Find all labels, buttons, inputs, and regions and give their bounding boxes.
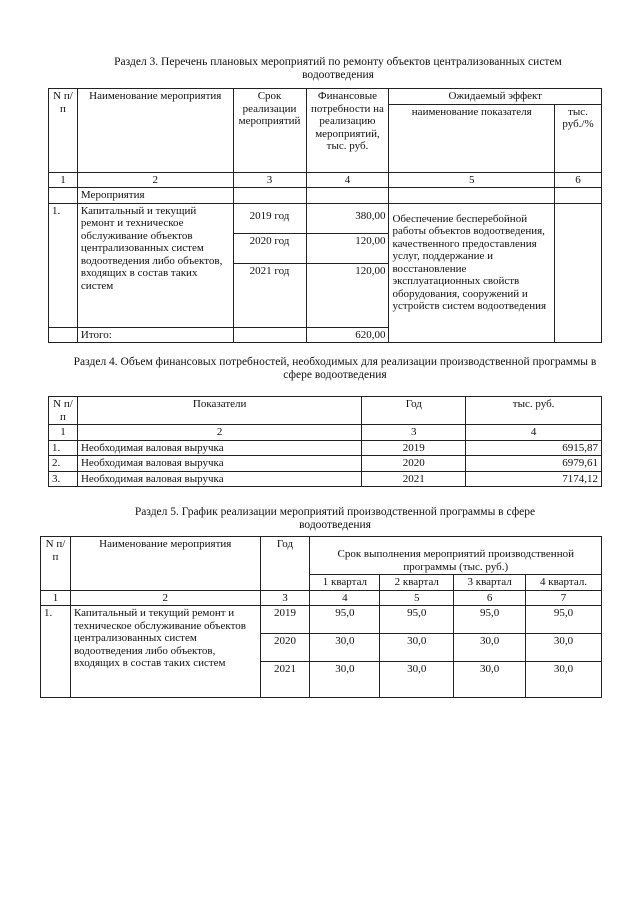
s3-group-label: Мероприятия (77, 188, 233, 204)
s3-amount: 380,00 (306, 203, 389, 233)
section5-table (40, 536, 602, 698)
s5-quarter-value: 30,0 (526, 662, 602, 698)
s5-year: 2021 (260, 662, 310, 698)
s3-row-num: 1. (49, 203, 78, 327)
s3-year: 2021 год (233, 263, 306, 327)
s5-colnum: 5 (380, 590, 454, 606)
s5-header-q2: 2 квартал (380, 575, 454, 591)
s5-quarter-value: 30,0 (310, 662, 380, 698)
section4-table (48, 396, 602, 487)
s4-colnum: 4 (466, 425, 602, 441)
s5-header-name: Наименование мероприятия (70, 537, 260, 591)
s3-header-name: Наименование мероприятия (77, 89, 233, 173)
s5-year: 2019 (260, 606, 310, 634)
s3-header-finance: Финансовые потребности на реализацию мероприятий, тыс. руб. (306, 89, 389, 173)
s5-quarter-value: 30,0 (380, 662, 454, 698)
s3-colnum: 2 (77, 172, 233, 188)
s4-row-amount: 6979,61 (466, 456, 602, 472)
s5-quarter-value: 30,0 (526, 634, 602, 662)
section3-table (48, 88, 602, 343)
s3-header-effect-name: наименование показателя (389, 104, 555, 172)
s3-year: 2020 год (233, 233, 306, 263)
s3-colnum: 1 (49, 172, 78, 188)
s5-quarter-value: 95,0 (380, 606, 454, 634)
s5-header-schedule: Срок выполнения мероприятий производственной программы (тыс. руб.) (310, 537, 602, 575)
s3-total-value: 620,00 (306, 327, 389, 343)
s3-colnum: 4 (306, 172, 389, 188)
s3-colnum: 6 (555, 172, 602, 188)
s3-header-effect: Ожидаемый эффект (389, 89, 602, 105)
s5-colnum: 2 (70, 590, 260, 606)
s4-header-num: N п/п (49, 397, 78, 425)
s5-header-num: N п/ п (41, 537, 71, 591)
s5-quarter-value: 30,0 (380, 634, 454, 662)
section5-title: Раздел 5. График реализации мероприятий производственной программы в сфере водоотведения (134, 506, 536, 531)
s4-colnum: 1 (49, 425, 78, 441)
s4-row-year: 2020 (362, 456, 466, 472)
s5-quarter-value: 30,0 (310, 634, 380, 662)
s4-colnum: 2 (77, 425, 361, 441)
s5-row-num: 1. (41, 606, 71, 698)
s4-row-year: 2019 (362, 440, 466, 456)
s5-quarter-value: 95,0 (454, 606, 526, 634)
section3-title: Раздел 3. Перечень плановых мероприятий по ремонту объектов централизованных систем водоотведения (114, 56, 562, 81)
s3-amount: 120,00 (306, 263, 389, 327)
s4-row-indicator: Необходимая валовая выручка (77, 440, 361, 456)
s3-amount: 120,00 (306, 233, 389, 263)
s5-header-year: Год (260, 537, 310, 591)
s5-header-q1: 1 квартал (310, 575, 380, 591)
s4-row-num: 1. (49, 440, 78, 456)
s5-colnum: 7 (526, 590, 602, 606)
s4-row-num: 2. (49, 456, 78, 472)
s4-header-indicator: Показатели (77, 397, 361, 425)
s3-effect-text: Обеспечение бесперебойной работы объектов водоотведения, качественного предоставления услуг, поддержание и восстановление эксплуатационных свойств оборудования, сооружений и устройств систем водоотведения (389, 203, 555, 343)
s5-quarter-value: 30,0 (454, 662, 526, 698)
s5-quarter-value: 95,0 (526, 606, 602, 634)
s5-quarter-value: 30,0 (454, 634, 526, 662)
s4-row-indicator: Необходимая валовая выручка (77, 471, 361, 487)
s4-header-year: Год (362, 397, 466, 425)
s3-colnum: 3 (233, 172, 306, 188)
s3-total-label: Итого: (77, 327, 233, 343)
s5-year: 2020 (260, 634, 310, 662)
s3-header-num: N п/п (49, 89, 78, 173)
s3-year: 2019 год (233, 203, 306, 233)
s4-colnum: 3 (362, 425, 466, 441)
s3-header-effect-unit: тыс. руб./% (555, 104, 602, 172)
s5-quarter-value: 95,0 (310, 606, 380, 634)
s3-colnum: 5 (389, 172, 555, 188)
s4-row-amount: 6915,87 (466, 440, 602, 456)
s4-row-amount: 7174,12 (466, 471, 602, 487)
s5-header-q3: 3 квартал (454, 575, 526, 591)
s5-header-q4: 4 квартал. (526, 575, 602, 591)
s5-colnum: 1 (41, 590, 71, 606)
s3-row-name: Капитальный и текущий ремонт и техническое обслуживание объектов централизованных систем водоотведения либо объектов, входящих в состав таких систем (77, 203, 233, 327)
s5-colnum: 4 (310, 590, 380, 606)
s5-row-name: Капитальный и текущий ремонт и техническое обслуживание объектов централизованных систем водоотведения либо объектов, входящих в состав таких систем (70, 606, 260, 698)
s3-header-period: Срок реализации мероприятий (233, 89, 306, 173)
s5-colnum: 6 (454, 590, 526, 606)
s4-row-num: 3. (49, 471, 78, 487)
s4-header-amount: тыс. руб. (466, 397, 602, 425)
section4-title: Раздел 4. Объем финансовых потребностей, необходимых для реализации производственной программы в сфере водоотведения (73, 356, 597, 381)
s4-row-year: 2021 (362, 471, 466, 487)
s5-colnum: 3 (260, 590, 310, 606)
s4-row-indicator: Необходимая валовая выручка (77, 456, 361, 472)
